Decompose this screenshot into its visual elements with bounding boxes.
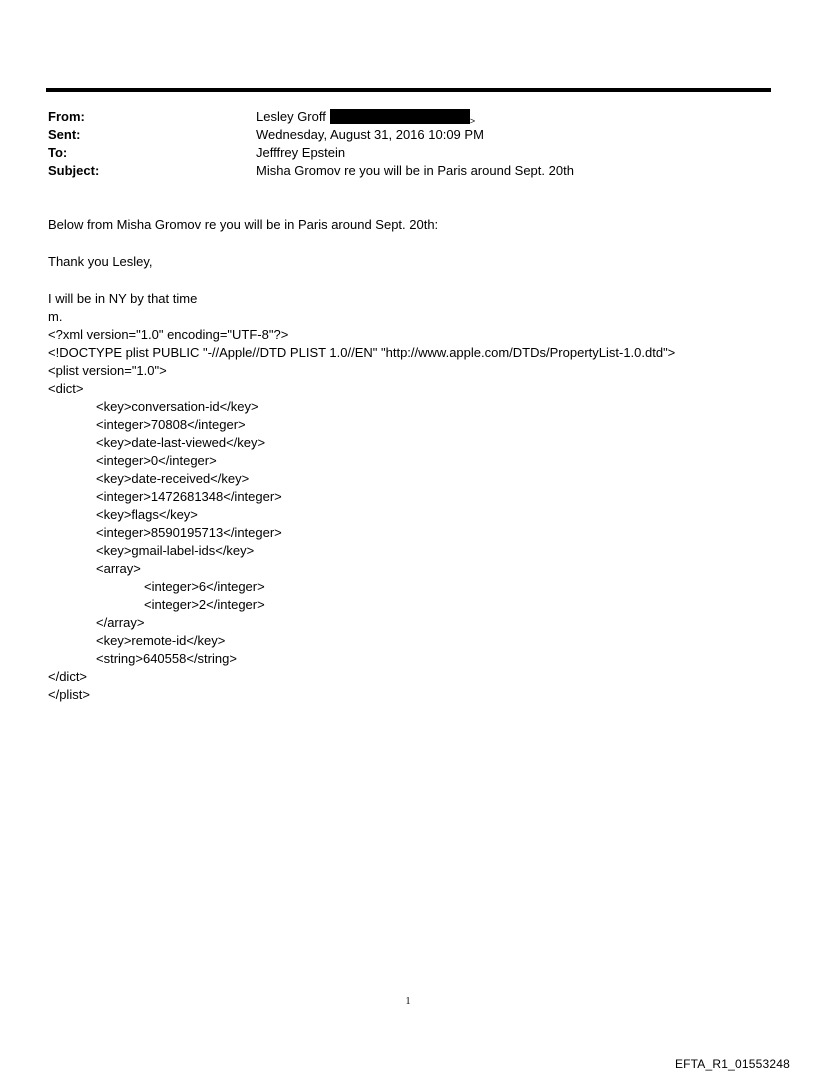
redaction-box xyxy=(330,109,470,124)
xml-line: <!DOCTYPE plist PUBLIC "-//Apple//DTD PLIST 1.0//EN" "http://www.apple.com/DTDs/PropertyList-1.0.dtd"> xyxy=(48,345,676,360)
xml-line: <integer>2</integer> xyxy=(144,597,265,612)
email-body xyxy=(48,216,768,704)
subject-value: Misha Gromov re you will be in Paris around Sept. 20th xyxy=(256,163,574,178)
xml-line: <string>640558</string> xyxy=(96,651,237,666)
sent-label: Sent: xyxy=(48,127,81,142)
to-label: To: xyxy=(48,145,68,160)
intro-text: Below from Misha Gromov re you will be in Paris around Sept. 20th: xyxy=(48,217,439,232)
reply-signoff: m. xyxy=(48,309,63,324)
sender-name: Lesley Groff xyxy=(256,109,326,124)
xml-line: <dict> xyxy=(48,381,84,396)
xml-line: <integer>6</integer> xyxy=(144,579,265,594)
xml-line: <key>date-received</key> xyxy=(96,471,250,486)
sent-value: Wednesday, August 31, 2016 10:09 PM xyxy=(256,127,484,142)
xml-plist-block xyxy=(48,326,768,704)
page-number: 1 xyxy=(405,996,411,1007)
email-header xyxy=(48,108,748,180)
xml-line: <array> xyxy=(96,561,141,576)
xml-line: <plist version="1.0"> xyxy=(48,363,167,378)
xml-line: <integer>70808</integer> xyxy=(96,417,246,432)
xml-line: <key>gmail-label-ids</key> xyxy=(96,543,255,558)
subject-label: Subject: xyxy=(48,163,100,178)
reply-line: I will be in NY by that time xyxy=(48,291,198,306)
to-row xyxy=(48,144,748,162)
xml-line: <integer>8590195713</integer> xyxy=(96,525,282,540)
greeting-text: Thank you Lesley, xyxy=(48,254,153,269)
redaction-suffix: > xyxy=(469,116,476,126)
header-divider xyxy=(46,88,771,92)
to-value: Jefffrey Epstein xyxy=(256,145,346,160)
from-row xyxy=(48,108,748,126)
bates-number: EFTA_R1_01553248 xyxy=(674,1057,790,1071)
xml-line: </array> xyxy=(96,615,145,630)
xml-line: <integer>0</integer> xyxy=(96,453,217,468)
from-label: From: xyxy=(48,109,85,124)
sent-row xyxy=(48,126,748,144)
xml-line: <?xml version="1.0" encoding="UTF-8"?> xyxy=(48,327,289,342)
xml-line: <key>date-last-viewed</key> xyxy=(96,435,266,450)
xml-line: <key>conversation-id</key> xyxy=(96,399,259,414)
xml-line: <key>flags</key> xyxy=(96,507,198,522)
xml-line: <integer>1472681348</integer> xyxy=(96,489,282,504)
xml-line: </dict> xyxy=(48,669,88,684)
xml-line: </plist> xyxy=(48,687,90,702)
xml-line: <key>remote-id</key> xyxy=(96,633,226,648)
subject-row xyxy=(48,162,748,180)
